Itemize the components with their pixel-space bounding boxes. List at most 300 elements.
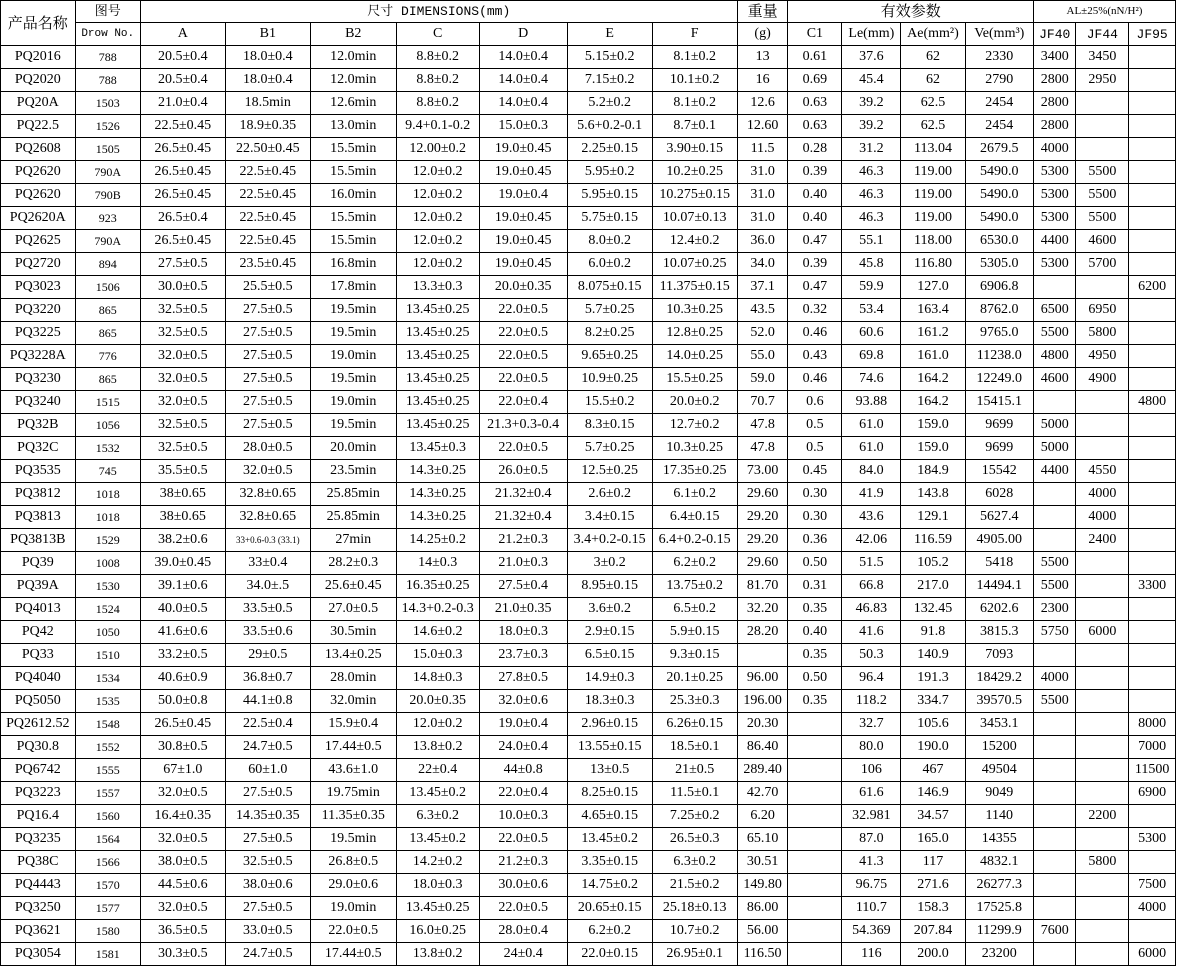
- col-a-header: A: [140, 23, 225, 46]
- le-cell: 53.4: [842, 299, 901, 322]
- al-jf40-cell: 4000: [1033, 138, 1075, 161]
- dim-b1-cell: 22.5±0.45: [225, 184, 310, 207]
- dim-c-cell: 13.45±0.3: [396, 437, 479, 460]
- al-jf40-cell: 2800: [1033, 69, 1075, 92]
- dim-d-cell: 14.0±0.4: [479, 69, 567, 92]
- ae-cell: 334.7: [901, 690, 965, 713]
- dim-a-cell: 38.0±0.5: [140, 851, 225, 874]
- weight-cell: 29.20: [737, 529, 788, 552]
- drawing-number-cell: 1510: [75, 644, 140, 667]
- drawing-number-cell: 1056: [75, 414, 140, 437]
- dim-b1-cell: 27.5±0.5: [225, 414, 310, 437]
- drawing-number-header-en: Drow No.: [75, 23, 140, 46]
- table-row: [1, 184, 1176, 207]
- c1-cell: 0.40: [788, 621, 842, 644]
- le-cell: 87.0: [842, 828, 901, 851]
- dim-d-cell: 19.0±0.45: [479, 230, 567, 253]
- dim-f-cell: 26.5±0.3: [652, 828, 737, 851]
- table-row: [1, 943, 1176, 966]
- col-e-header: E: [567, 23, 652, 46]
- al-jf40-cell: [1033, 897, 1075, 920]
- dim-a-cell: 26.5±0.45: [140, 161, 225, 184]
- dim-b1-cell: 18.0±0.4: [225, 46, 310, 69]
- weight-cell: 96.00: [737, 667, 788, 690]
- dim-e-cell: 5.7±0.25: [567, 299, 652, 322]
- dim-b1-cell: 23.5±0.45: [225, 253, 310, 276]
- al-jf44-cell: 2200: [1076, 805, 1129, 828]
- dim-b1-cell: 27.5±0.5: [225, 368, 310, 391]
- al-jf44-cell: 5500: [1076, 207, 1129, 230]
- dim-c-cell: 9.4+0.1-0.2: [396, 115, 479, 138]
- weight-header: 重量: [737, 1, 788, 23]
- ae-cell: 190.0: [901, 736, 965, 759]
- product-name-cell: PQ2608: [1, 138, 76, 161]
- c1-cell: 0.45: [788, 460, 842, 483]
- dim-f-cell: 13.75±0.2: [652, 575, 737, 598]
- weight-cell: 55.0: [737, 345, 788, 368]
- dim-f-cell: 10.3±0.25: [652, 299, 737, 322]
- ve-cell: 3815.3: [965, 621, 1033, 644]
- al-jf44-cell: 5500: [1076, 161, 1129, 184]
- al-jf44-cell: [1076, 920, 1129, 943]
- c1-cell: 0.6: [788, 391, 842, 414]
- dim-d-cell: 22.0±0.4: [479, 782, 567, 805]
- dim-f-cell: 5.9±0.15: [652, 621, 737, 644]
- c1-cell: [788, 736, 842, 759]
- ae-cell: 127.0: [901, 276, 965, 299]
- ve-cell: 9049: [965, 782, 1033, 805]
- dim-c-cell: 14.3+0.2-0.3: [396, 598, 479, 621]
- ve-cell: 3453.1: [965, 713, 1033, 736]
- al-jf40-cell: 4000: [1033, 667, 1075, 690]
- ae-cell: 105.2: [901, 552, 965, 575]
- c1-cell: 0.69: [788, 69, 842, 92]
- dim-c-cell: 22±0.4: [396, 759, 479, 782]
- c1-cell: 0.35: [788, 598, 842, 621]
- col-d-header: D: [479, 23, 567, 46]
- al-jf40-cell: 5300: [1033, 253, 1075, 276]
- dim-b2-cell: 13.4±0.25: [310, 644, 396, 667]
- drawing-number-header-cn: 图号: [75, 1, 140, 23]
- weight-unit-header: (g): [737, 23, 788, 46]
- dim-d-cell: 27.5±0.4: [479, 575, 567, 598]
- product-name-cell: PQ3812: [1, 483, 76, 506]
- dim-a-cell: 32.0±0.5: [140, 782, 225, 805]
- drawing-number-cell: 790A: [75, 161, 140, 184]
- dim-d-cell: 23.7±0.3: [479, 644, 567, 667]
- ae-cell: 217.0: [901, 575, 965, 598]
- weight-cell: 59.0: [737, 368, 788, 391]
- weight-cell: 29.20: [737, 506, 788, 529]
- table-row: [1, 437, 1176, 460]
- drawing-number-cell: 1018: [75, 506, 140, 529]
- product-name-cell: PQ20A: [1, 92, 76, 115]
- dim-b1-cell: 32.8±0.65: [225, 483, 310, 506]
- ae-cell: 119.00: [901, 184, 965, 207]
- c1-cell: [788, 943, 842, 966]
- al-header: AL±25%(nN/H²): [1033, 1, 1175, 23]
- dim-c-cell: 13.45±0.2: [396, 782, 479, 805]
- dim-f-cell: 20.0±0.2: [652, 391, 737, 414]
- dim-b2-cell: 16.8min: [310, 253, 396, 276]
- table-row: [1, 667, 1176, 690]
- al-jf95-cell: [1129, 115, 1176, 138]
- ve-cell: 6028: [965, 483, 1033, 506]
- drawing-number-cell: 1555: [75, 759, 140, 782]
- dim-a-cell: 67±1.0: [140, 759, 225, 782]
- dim-d-cell: 22.0±0.5: [479, 322, 567, 345]
- c1-cell: 0.47: [788, 230, 842, 253]
- c1-cell: 0.36: [788, 529, 842, 552]
- dim-e-cell: 6.2±0.2: [567, 920, 652, 943]
- product-name-cell: PQ42: [1, 621, 76, 644]
- al-jf95-cell: 5300: [1129, 828, 1176, 851]
- dim-e-cell: 8.0±0.2: [567, 230, 652, 253]
- al-jf95-cell: 4000: [1129, 897, 1176, 920]
- weight-cell: 81.70: [737, 575, 788, 598]
- dim-b1-cell: 14.35±0.35: [225, 805, 310, 828]
- dim-e-cell: 13.55±0.15: [567, 736, 652, 759]
- weight-cell: 31.0: [737, 207, 788, 230]
- drawing-number-cell: 1526: [75, 115, 140, 138]
- product-name-cell: PQ16.4: [1, 805, 76, 828]
- dim-e-cell: 4.65±0.15: [567, 805, 652, 828]
- dim-d-cell: 15.0±0.3: [479, 115, 567, 138]
- al-jf44-cell: 5800: [1076, 322, 1129, 345]
- dim-b1-cell: 33.5±0.6: [225, 621, 310, 644]
- product-name-cell: PQ2020: [1, 69, 76, 92]
- dim-f-cell: 6.3±0.2: [652, 851, 737, 874]
- ae-cell: 200.0: [901, 943, 965, 966]
- dim-e-cell: 5.2±0.2: [567, 92, 652, 115]
- al-jf95-cell: [1129, 621, 1176, 644]
- al-jf95-cell: [1129, 920, 1176, 943]
- table-row: [1, 230, 1176, 253]
- dim-d-cell: 19.0±0.4: [479, 713, 567, 736]
- ae-cell: 161.0: [901, 345, 965, 368]
- al-jf40-cell: [1033, 759, 1075, 782]
- weight-cell: 13: [737, 46, 788, 69]
- ae-cell: 271.6: [901, 874, 965, 897]
- dim-e-cell: 5.15±0.2: [567, 46, 652, 69]
- drawing-number-cell: 1532: [75, 437, 140, 460]
- ae-cell: 116.80: [901, 253, 965, 276]
- dim-b1-cell: 18.5min: [225, 92, 310, 115]
- dim-a-cell: 35.5±0.5: [140, 460, 225, 483]
- dim-c-cell: 13.45±0.25: [396, 322, 479, 345]
- col-ae-header: Ae(mm²): [901, 23, 965, 46]
- ve-cell: 14494.1: [965, 575, 1033, 598]
- dim-e-cell: 2.25±0.15: [567, 138, 652, 161]
- dim-a-cell: 41.6±0.6: [140, 621, 225, 644]
- le-cell: 106: [842, 759, 901, 782]
- col-jf40-header: JF40: [1033, 23, 1075, 46]
- ae-cell: 116.59: [901, 529, 965, 552]
- al-jf95-cell: [1129, 207, 1176, 230]
- dim-c-cell: 8.8±0.2: [396, 46, 479, 69]
- al-jf40-cell: [1033, 828, 1075, 851]
- dim-f-cell: 10.1±0.2: [652, 69, 737, 92]
- drawing-number-cell: 1580: [75, 920, 140, 943]
- drawing-number-cell: 788: [75, 69, 140, 92]
- product-name-cell: PQ3220: [1, 299, 76, 322]
- al-jf44-cell: [1076, 575, 1129, 598]
- dim-c-cell: 14.3±0.25: [396, 483, 479, 506]
- dim-b1-cell: 24.7±0.5: [225, 943, 310, 966]
- col-c1-header: C1: [788, 23, 842, 46]
- dim-c-cell: 16.0±0.25: [396, 920, 479, 943]
- col-jf44-header: JF44: [1076, 23, 1129, 46]
- dim-f-cell: 26.95±0.1: [652, 943, 737, 966]
- dim-a-cell: 26.5±0.45: [140, 184, 225, 207]
- le-cell: 39.2: [842, 115, 901, 138]
- dim-d-cell: 14.0±0.4: [479, 46, 567, 69]
- dim-b2-cell: 19.5min: [310, 368, 396, 391]
- dim-c-cell: 13.45±0.25: [396, 897, 479, 920]
- dim-a-cell: 32.0±0.5: [140, 345, 225, 368]
- dim-d-cell: 22.0±0.4: [479, 391, 567, 414]
- ve-cell: 26277.3: [965, 874, 1033, 897]
- table-row: [1, 368, 1176, 391]
- le-cell: 80.0: [842, 736, 901, 759]
- c1-cell: [788, 920, 842, 943]
- drawing-number-cell: 790A: [75, 230, 140, 253]
- ve-cell: 2679.5: [965, 138, 1033, 161]
- dim-b2-cell: 22.0±0.5: [310, 920, 396, 943]
- ve-cell: 7093: [965, 644, 1033, 667]
- al-jf44-cell: 5700: [1076, 253, 1129, 276]
- al-jf44-cell: [1076, 115, 1129, 138]
- ae-cell: 34.57: [901, 805, 965, 828]
- dim-b1-cell: 24.7±0.5: [225, 736, 310, 759]
- al-jf95-cell: [1129, 529, 1176, 552]
- weight-cell: 31.0: [737, 184, 788, 207]
- dim-e-cell: 3±0.2: [567, 552, 652, 575]
- dim-d-cell: 30.0±0.6: [479, 874, 567, 897]
- dim-d-cell: 18.0±0.3: [479, 621, 567, 644]
- dim-a-cell: 40.0±0.5: [140, 598, 225, 621]
- le-cell: 84.0: [842, 460, 901, 483]
- dim-d-cell: 32.0±0.6: [479, 690, 567, 713]
- dim-e-cell: 6.5±0.15: [567, 644, 652, 667]
- ae-cell: 62.5: [901, 115, 965, 138]
- c1-cell: 0.30: [788, 483, 842, 506]
- table-row: [1, 713, 1176, 736]
- weight-cell: 11.5: [737, 138, 788, 161]
- weight-cell: 6.20: [737, 805, 788, 828]
- dim-a-cell: 39.1±0.6: [140, 575, 225, 598]
- dim-c-cell: 12.0±0.2: [396, 184, 479, 207]
- al-jf40-cell: [1033, 851, 1075, 874]
- drawing-number-cell: 1008: [75, 552, 140, 575]
- dim-e-cell: 6.0±0.2: [567, 253, 652, 276]
- al-jf40-cell: [1033, 874, 1075, 897]
- drawing-number-cell: 1581: [75, 943, 140, 966]
- le-cell: 50.3: [842, 644, 901, 667]
- ae-cell: 184.9: [901, 460, 965, 483]
- dim-b1-cell: 18.0±0.4: [225, 69, 310, 92]
- table-row: [1, 529, 1176, 552]
- al-jf44-cell: [1076, 92, 1129, 115]
- dim-e-cell: 5.75±0.15: [567, 207, 652, 230]
- dim-c-cell: 20.0±0.35: [396, 690, 479, 713]
- al-jf40-cell: 4800: [1033, 345, 1075, 368]
- table-row: [1, 69, 1176, 92]
- dim-f-cell: 12.8±0.25: [652, 322, 737, 345]
- table-row: [1, 897, 1176, 920]
- dim-b1-cell: 22.50±0.45: [225, 138, 310, 161]
- drawing-number-cell: 1515: [75, 391, 140, 414]
- ae-cell: 467: [901, 759, 965, 782]
- c1-cell: [788, 851, 842, 874]
- al-jf95-cell: 6000: [1129, 943, 1176, 966]
- ae-cell: 191.3: [901, 667, 965, 690]
- dim-b2-cell: 11.35±0.35: [310, 805, 396, 828]
- table-row: [1, 575, 1176, 598]
- dim-f-cell: 12.7±0.2: [652, 414, 737, 437]
- dim-b1-cell: 33.0±0.5: [225, 920, 310, 943]
- c1-cell: 0.35: [788, 644, 842, 667]
- dim-e-cell: 10.9±0.25: [567, 368, 652, 391]
- c1-cell: 0.40: [788, 184, 842, 207]
- ve-cell: 4832.1: [965, 851, 1033, 874]
- dim-e-cell: 15.5±0.2: [567, 391, 652, 414]
- dim-d-cell: 19.0±0.45: [479, 138, 567, 161]
- dim-f-cell: 21±0.5: [652, 759, 737, 782]
- al-jf95-cell: [1129, 138, 1176, 161]
- dim-f-cell: 8.1±0.2: [652, 92, 737, 115]
- dim-d-cell: 19.0±0.45: [479, 253, 567, 276]
- le-cell: 46.3: [842, 207, 901, 230]
- dim-b1-cell: 36.8±0.7: [225, 667, 310, 690]
- dim-e-cell: 13.45±0.2: [567, 828, 652, 851]
- weight-cell: 12.60: [737, 115, 788, 138]
- dim-b2-cell: 26.8±0.5: [310, 851, 396, 874]
- al-jf95-cell: [1129, 92, 1176, 115]
- al-jf95-cell: [1129, 299, 1176, 322]
- ve-cell: 17525.8: [965, 897, 1033, 920]
- product-name-cell: PQ3240: [1, 391, 76, 414]
- dim-b1-cell: 27.5±0.5: [225, 299, 310, 322]
- table-row: [1, 276, 1176, 299]
- dim-f-cell: 7.25±0.2: [652, 805, 737, 828]
- dim-c-cell: 12.0±0.2: [396, 713, 479, 736]
- dim-b1-cell: 27.5±0.5: [225, 828, 310, 851]
- ve-cell: 9699: [965, 437, 1033, 460]
- dim-a-cell: 32.0±0.5: [140, 368, 225, 391]
- al-jf40-cell: 5500: [1033, 552, 1075, 575]
- weight-cell: 29.60: [737, 483, 788, 506]
- product-name-cell: PQ3230: [1, 368, 76, 391]
- dim-d-cell: 22.0±0.5: [479, 897, 567, 920]
- al-jf95-cell: [1129, 230, 1176, 253]
- dim-f-cell: 25.18±0.13: [652, 897, 737, 920]
- dim-b1-cell: 27.5±0.5: [225, 345, 310, 368]
- dim-f-cell: 10.3±0.25: [652, 437, 737, 460]
- dim-a-cell: 27.5±0.5: [140, 253, 225, 276]
- al-jf44-cell: [1076, 138, 1129, 161]
- product-name-cell: PQ22.5: [1, 115, 76, 138]
- dim-a-cell: 36.5±0.5: [140, 920, 225, 943]
- dim-a-cell: 26.5±0.45: [140, 713, 225, 736]
- dim-b2-cell: 27min: [310, 529, 396, 552]
- dim-d-cell: 21.3+0.3-0.4: [479, 414, 567, 437]
- dim-f-cell: 18.5±0.1: [652, 736, 737, 759]
- ve-cell: 12249.0: [965, 368, 1033, 391]
- ve-cell: 2330: [965, 46, 1033, 69]
- ve-cell: 2454: [965, 115, 1033, 138]
- drawing-number-cell: 776: [75, 345, 140, 368]
- product-name-cell: PQ3621: [1, 920, 76, 943]
- table-row: [1, 690, 1176, 713]
- dim-b2-cell: 12.0min: [310, 46, 396, 69]
- al-jf95-cell: [1129, 322, 1176, 345]
- al-jf44-cell: 6000: [1076, 621, 1129, 644]
- dim-d-cell: 21.32±0.4: [479, 483, 567, 506]
- dim-a-cell: 32.0±0.5: [140, 828, 225, 851]
- le-cell: 45.4: [842, 69, 901, 92]
- al-jf95-cell: [1129, 851, 1176, 874]
- dim-f-cell: 10.07±0.25: [652, 253, 737, 276]
- table-row: [1, 138, 1176, 161]
- dim-a-cell: 32.5±0.5: [140, 299, 225, 322]
- product-name-cell: PQ33: [1, 644, 76, 667]
- c1-cell: 0.63: [788, 92, 842, 115]
- dim-a-cell: 38±0.65: [140, 483, 225, 506]
- al-jf40-cell: [1033, 506, 1075, 529]
- weight-cell: 289.40: [737, 759, 788, 782]
- dim-d-cell: 44±0.8: [479, 759, 567, 782]
- product-name-cell: PQ3228A: [1, 345, 76, 368]
- ve-cell: 49504: [965, 759, 1033, 782]
- drawing-number-cell: 865: [75, 368, 140, 391]
- dim-f-cell: 6.2±0.2: [652, 552, 737, 575]
- weight-cell: 47.8: [737, 414, 788, 437]
- dim-b1-cell: 25.5±0.5: [225, 276, 310, 299]
- col-le-header: Le(mm): [842, 23, 901, 46]
- dim-a-cell: 26.5±0.45: [140, 138, 225, 161]
- al-jf40-cell: 5500: [1033, 575, 1075, 598]
- weight-cell: 196.00: [737, 690, 788, 713]
- dim-b1-cell: 32.5±0.5: [225, 851, 310, 874]
- table-row: [1, 920, 1176, 943]
- al-jf95-cell: 6900: [1129, 782, 1176, 805]
- ve-cell: 14355: [965, 828, 1033, 851]
- c1-cell: [788, 782, 842, 805]
- al-jf40-cell: 2300: [1033, 598, 1075, 621]
- dim-e-cell: 5.7±0.25: [567, 437, 652, 460]
- ae-cell: 165.0: [901, 828, 965, 851]
- ve-cell: 39570.5: [965, 690, 1033, 713]
- drawing-number-cell: 1506: [75, 276, 140, 299]
- al-jf40-cell: 4400: [1033, 460, 1075, 483]
- table-row: [1, 115, 1176, 138]
- dim-a-cell: 20.5±0.4: [140, 46, 225, 69]
- le-cell: 61.0: [842, 414, 901, 437]
- weight-cell: 47.8: [737, 437, 788, 460]
- product-name-cell: PQ3223: [1, 782, 76, 805]
- dim-c-cell: 13.45±0.25: [396, 345, 479, 368]
- col-f-header: F: [652, 23, 737, 46]
- dim-e-cell: 22.0±0.15: [567, 943, 652, 966]
- dim-b2-cell: 28.0min: [310, 667, 396, 690]
- le-cell: 37.6: [842, 46, 901, 69]
- al-jf40-cell: 4400: [1033, 230, 1075, 253]
- le-cell: 61.6: [842, 782, 901, 805]
- weight-cell: 36.0: [737, 230, 788, 253]
- le-cell: 39.2: [842, 92, 901, 115]
- table-row: [1, 851, 1176, 874]
